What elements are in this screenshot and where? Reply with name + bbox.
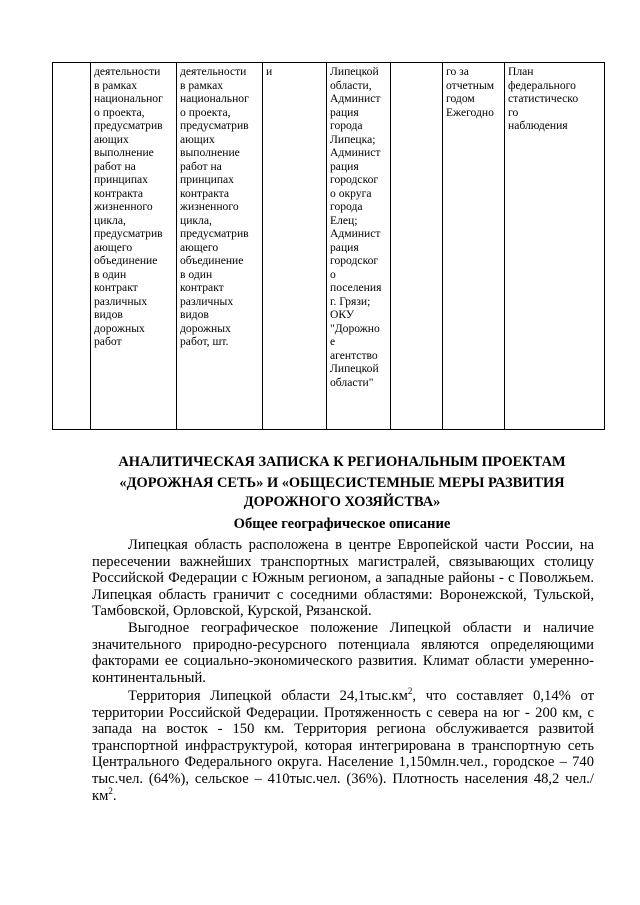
document-heading-line-2: «ДОРОЖНАЯ СЕТЬ» И «ОБЩЕСИСТЕМНЫЕ МЕРЫ РАЗВИТИЯ — [119, 475, 565, 491]
superscript-square: 2 — [407, 686, 413, 697]
superscript-square: 2 — [108, 785, 113, 796]
paragraph-territory-part-a: Территория Липецкой области 24,1тыс.км — [128, 688, 408, 704]
paragraph-advantages: Выгодное географическое положение Липецкой области и наличие значительного природно-ресурсного потенциала являются определяющими факторами ее социально-экономического развития. Климат области умеренно-континентальный. — [92, 620, 594, 686]
table-cell-period: го за отчетным годом Ежегодно — [443, 63, 505, 430]
paragraph-territory — [92, 688, 594, 804]
paragraph-location: Липецкая область расположена в центре Европейской части России, на пересечении важнейших транспортных магистралей, связывающих столицу Российской Федерации с Южным регионом, а западные районы - с Поволжьем. Липецкая область граничит с соседними областями: Воронежской, Тульской, Тамбовской, Орловской, Курской, Рязанской. — [92, 537, 594, 620]
table-cell-indicator: деятельности в рамках национальног о проекта, предусматрив ающих выполнение работ на принципах контракта жизненного цикла, предусматрив ающего объединение в один контракт различных видов дорожных работ — [91, 63, 177, 430]
table-cell-source: План федерального статистическо го наблюдения — [505, 63, 605, 430]
table-cell-responsible: Липецкой области, Админист рация города Липецка; Админист рация городског о округа города Елец; Админист рация городског о поселения г. Грязи; ОКУ "Дорожно е агентство Липецкой области" — [327, 63, 391, 430]
table-cell-empty — [391, 63, 443, 430]
document-heading-line-3: ДОРОЖНОГО ХОЗЯЙСТВА» — [243, 494, 441, 510]
table-cell-unit: деятельности в рамках национальног о проекта, предусматрив ающих выполнение работ на принципах контракта жизненного цикла, предусматрив ающего объединение в один контракт различных видов дорожных работ, шт. — [177, 63, 263, 430]
document-heading-line-1: АНАЛИТИЧЕСКАЯ ЗАПИСКА К РЕГИОНАЛЬНЫМ ПРОЕКТАМ — [118, 454, 566, 470]
table-cell-number — [53, 63, 91, 430]
paragraph-territory-part-b: , что составляет 0,14% от территории Российской Федерации. Протяженность с севера на юг - 200 км, с запада на восток - 150 км. Территория региона обслуживается развитой транспортной инфраструктурой, которая интегрирована в транспортную сеть Центрального Федерального округа. Население 1,150млн.чел., городское – 740 тыс.чел. (64%), сельское – 410тыс.чел. (36%). Плотность населения 48,2 чел./км — [92, 688, 594, 804]
section-subheading: Общее географическое описание — [233, 516, 451, 532]
table-row — [53, 63, 605, 430]
continued-table — [52, 62, 605, 430]
paragraph-territory-part-c: . — [112, 787, 117, 804]
table-cell-method: и — [263, 63, 327, 430]
